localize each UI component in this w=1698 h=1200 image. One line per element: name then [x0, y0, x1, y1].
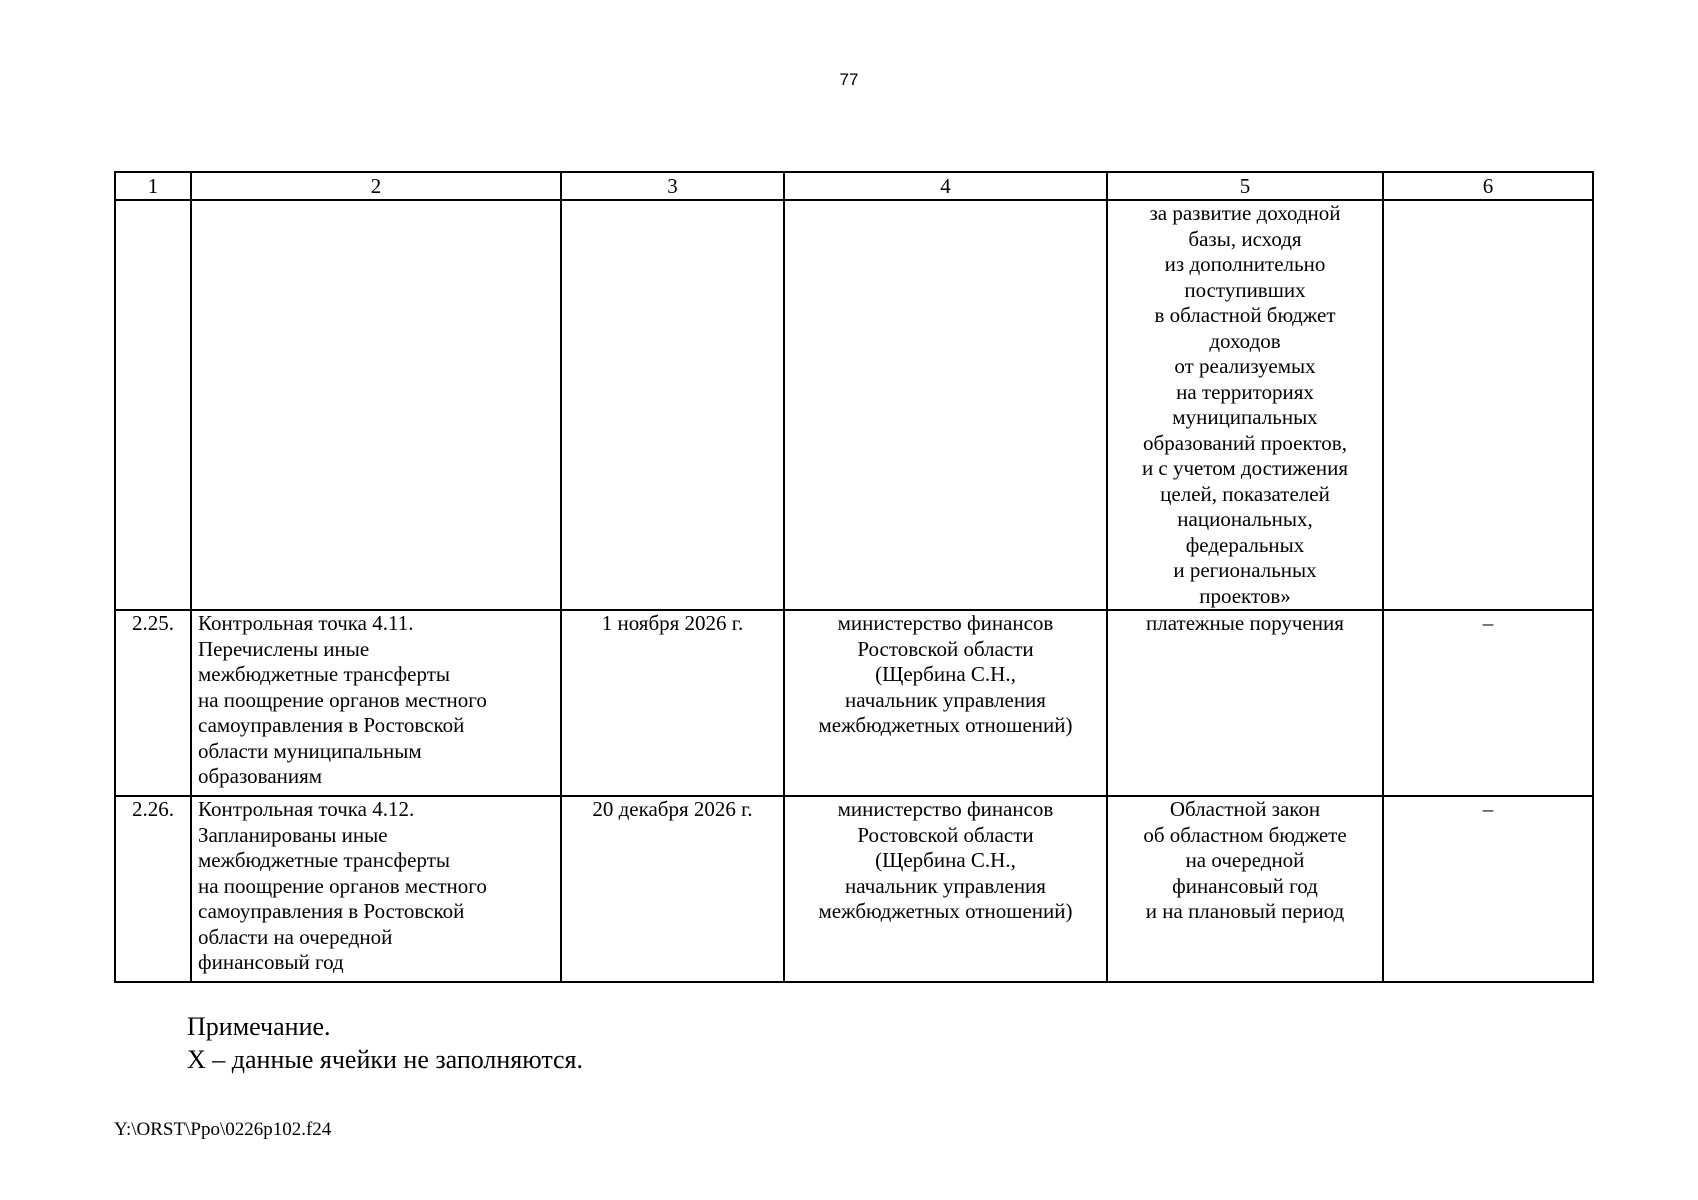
cell-continuation-text	[1107, 200, 1383, 610]
cell-text-line: области на очередной	[198, 924, 393, 949]
cell-text-line: на территориях	[1176, 379, 1314, 404]
page-number: 77	[839, 70, 859, 89]
cell-text-line: на поощрение органов местного	[198, 873, 487, 898]
cell-empty	[115, 200, 191, 610]
cell-text-line: на поощрение органов местного	[198, 687, 487, 712]
column-header-1: 1	[115, 172, 191, 200]
cell-deadline: 1 ноября 2026 г.	[561, 610, 784, 796]
cell-text-line: на очередной	[1185, 848, 1305, 872]
cell-document	[1107, 796, 1383, 982]
cell-text-line: Контрольная точка 4.11.	[198, 611, 414, 635]
note-title: Примечание.	[187, 1012, 331, 1041]
table-row-continuation	[115, 200, 1593, 610]
cell-row-number: 2.25.	[115, 610, 191, 796]
cell-text-line: федеральных	[1185, 532, 1305, 557]
cell-text-line: из дополнительно	[1164, 252, 1326, 276]
table-header-row	[115, 172, 1593, 200]
column-header-2: 2	[191, 172, 561, 200]
cell-text-line: и с учетом достижения	[1141, 456, 1349, 480]
cell-text-line: начальник управления	[845, 873, 1046, 898]
cell-text-line: межбюджетные трансферты	[198, 662, 450, 686]
cell-text-line: Областной закон	[1169, 797, 1321, 821]
cell-text-line: образований проектов,	[1143, 430, 1347, 455]
column-header-3: 3	[561, 172, 784, 200]
cell-text-line: об областном бюджете	[1143, 822, 1347, 847]
cell-description	[191, 610, 561, 796]
cell-text-line: Ростовской области	[857, 822, 1034, 847]
cell-text-line: Ростовской области	[857, 636, 1034, 661]
cell-empty	[561, 200, 784, 610]
cell-dash: –	[1383, 796, 1593, 982]
cell-row-number: 2.26.	[115, 796, 191, 982]
cell-text-line: базы, исходя	[1188, 226, 1302, 251]
cell-text-line: Контрольная точка 4.12.	[198, 797, 415, 821]
cell-text-line: доходов	[1209, 328, 1281, 353]
cell-text-line: министерство финансов	[837, 611, 1054, 635]
cell-responsible	[784, 610, 1107, 796]
cell-text-line: национальных,	[1177, 507, 1313, 531]
note-block	[187, 1010, 583, 1076]
cell-text-line: самоуправления в Ростовской	[198, 713, 465, 737]
cell-document	[1107, 610, 1383, 796]
cell-responsible	[784, 796, 1107, 982]
cell-text-line: поступивших	[1184, 277, 1306, 302]
cell-text-line: (Щербина С.Н.,	[875, 848, 1016, 872]
cell-empty	[191, 200, 561, 610]
cell-text-line: за развитие доходной	[1149, 201, 1341, 225]
cell-text-line: муниципальных	[1172, 405, 1318, 429]
cell-empty	[1383, 200, 1593, 610]
cell-text-line: министерство финансов	[837, 797, 1054, 821]
table-row	[115, 796, 1593, 982]
footer-file-path: Y:\ORST\Ppo\0226p102.f24	[114, 1119, 332, 1140]
cell-text-line: от реализуемых	[1174, 354, 1316, 378]
cell-text-line: образованиям	[198, 764, 323, 788]
cell-text-line: проектов»	[1199, 583, 1291, 608]
note-text: Х – данные ячейки не заполняются.	[187, 1045, 584, 1074]
cell-text-line: (Щербина С.Н.,	[875, 662, 1016, 686]
cell-text-line: начальник управления	[845, 687, 1046, 712]
column-header-5: 5	[1107, 172, 1383, 200]
cell-dash: –	[1383, 610, 1593, 796]
cell-text-line: и региональных	[1173, 558, 1317, 582]
column-header-6: 6	[1383, 172, 1593, 200]
cell-text-line: области муниципальным	[198, 738, 422, 763]
cell-text-line: межбюджетных отношений)	[818, 713, 1073, 737]
cell-text-line: целей, показателей	[1160, 481, 1330, 506]
cell-text-line: финансовый год	[198, 950, 344, 974]
cell-text-line: самоуправления в Ростовской	[198, 899, 465, 923]
cell-text-line: межбюджетных отношений)	[818, 899, 1073, 923]
cell-text-line: Запланированы иные	[198, 822, 388, 847]
column-header-4: 4	[784, 172, 1107, 200]
cell-text-line: Перечислены иные	[198, 636, 370, 661]
cell-empty	[784, 200, 1107, 610]
cell-text-line: платежные поручения	[1146, 611, 1344, 635]
cell-deadline: 20 декабря 2026 г.	[561, 796, 784, 982]
control-points-table	[114, 171, 1594, 983]
cell-text-line: финансовый год	[1172, 873, 1318, 898]
cell-description	[191, 796, 561, 982]
table-row	[115, 610, 1593, 796]
cell-text-line: в областной бюджет	[1154, 303, 1336, 327]
cell-text-line: межбюджетные трансферты	[198, 848, 450, 872]
cell-text-line: и на плановый период	[1145, 899, 1345, 923]
